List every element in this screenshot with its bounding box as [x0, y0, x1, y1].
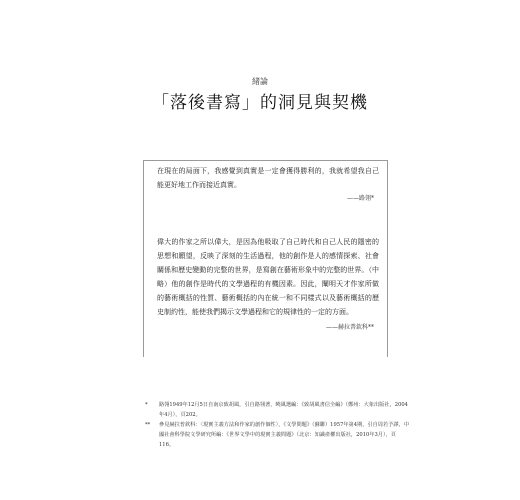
frame-right-rule [387, 160, 388, 357]
footnote-text: 路翎1949年12月5日自南京致胡風，引自路翎著，曉風選編：《致胡風書信全編》（鄭州：大象出版社，2004年4月），頁202。 [159, 402, 408, 418]
footnote [145, 420, 410, 450]
frame-left-rule [143, 160, 144, 357]
footnotes [145, 400, 410, 450]
footnote [145, 400, 410, 420]
epigraph-quote-1: 在現在的局面下，我感覺到真實是一定會獲得勝利的，我就希望我自己能更好地工作而接近真實。 [157, 167, 379, 189]
epigraph-attribution-1: ——路翎* [346, 195, 374, 202]
footnote-text: 參見赫拉普欽科：〈現實主義方法和作家的創作個性〉，《文學問題》（蘇聯）1957年第4期，引自周若予譯，中國社會科學院文學研究所編：《世界文學中的現實主義問題》（北京：知識產權出版社，2010年3月），頁116。 [159, 422, 409, 448]
chapter-title: 「落後書寫」的洞見與契機 [152, 93, 368, 113]
epigraph-attribution-2: ——赫拉普欽科** [325, 324, 374, 331]
epigraph-quote-2: 偉大的作家之所以偉大，是因為他吸取了自己時代和自己人民的隱密的思想和願望，反映了深刻的生活過程，他的創作是人的感情探索、社會關係和歷史變動的完整的世界，是寫創在藝術形象中的完整的世界。（中略）他的創作是時代的文學過程的有機因素。因此，闡明天才作家所做的藝術概括的性質、藝術概括的內在統一和不同樣式以及藝術概括的歷史制約性，能使我們揭示文學過程和它的規律性的一定的方面。 [157, 238, 379, 316]
section-label: 緒論 [252, 77, 268, 86]
footnote-mark: ** [145, 422, 151, 428]
frame-top-rule [143, 160, 388, 161]
footnote-mark: * [145, 402, 148, 408]
